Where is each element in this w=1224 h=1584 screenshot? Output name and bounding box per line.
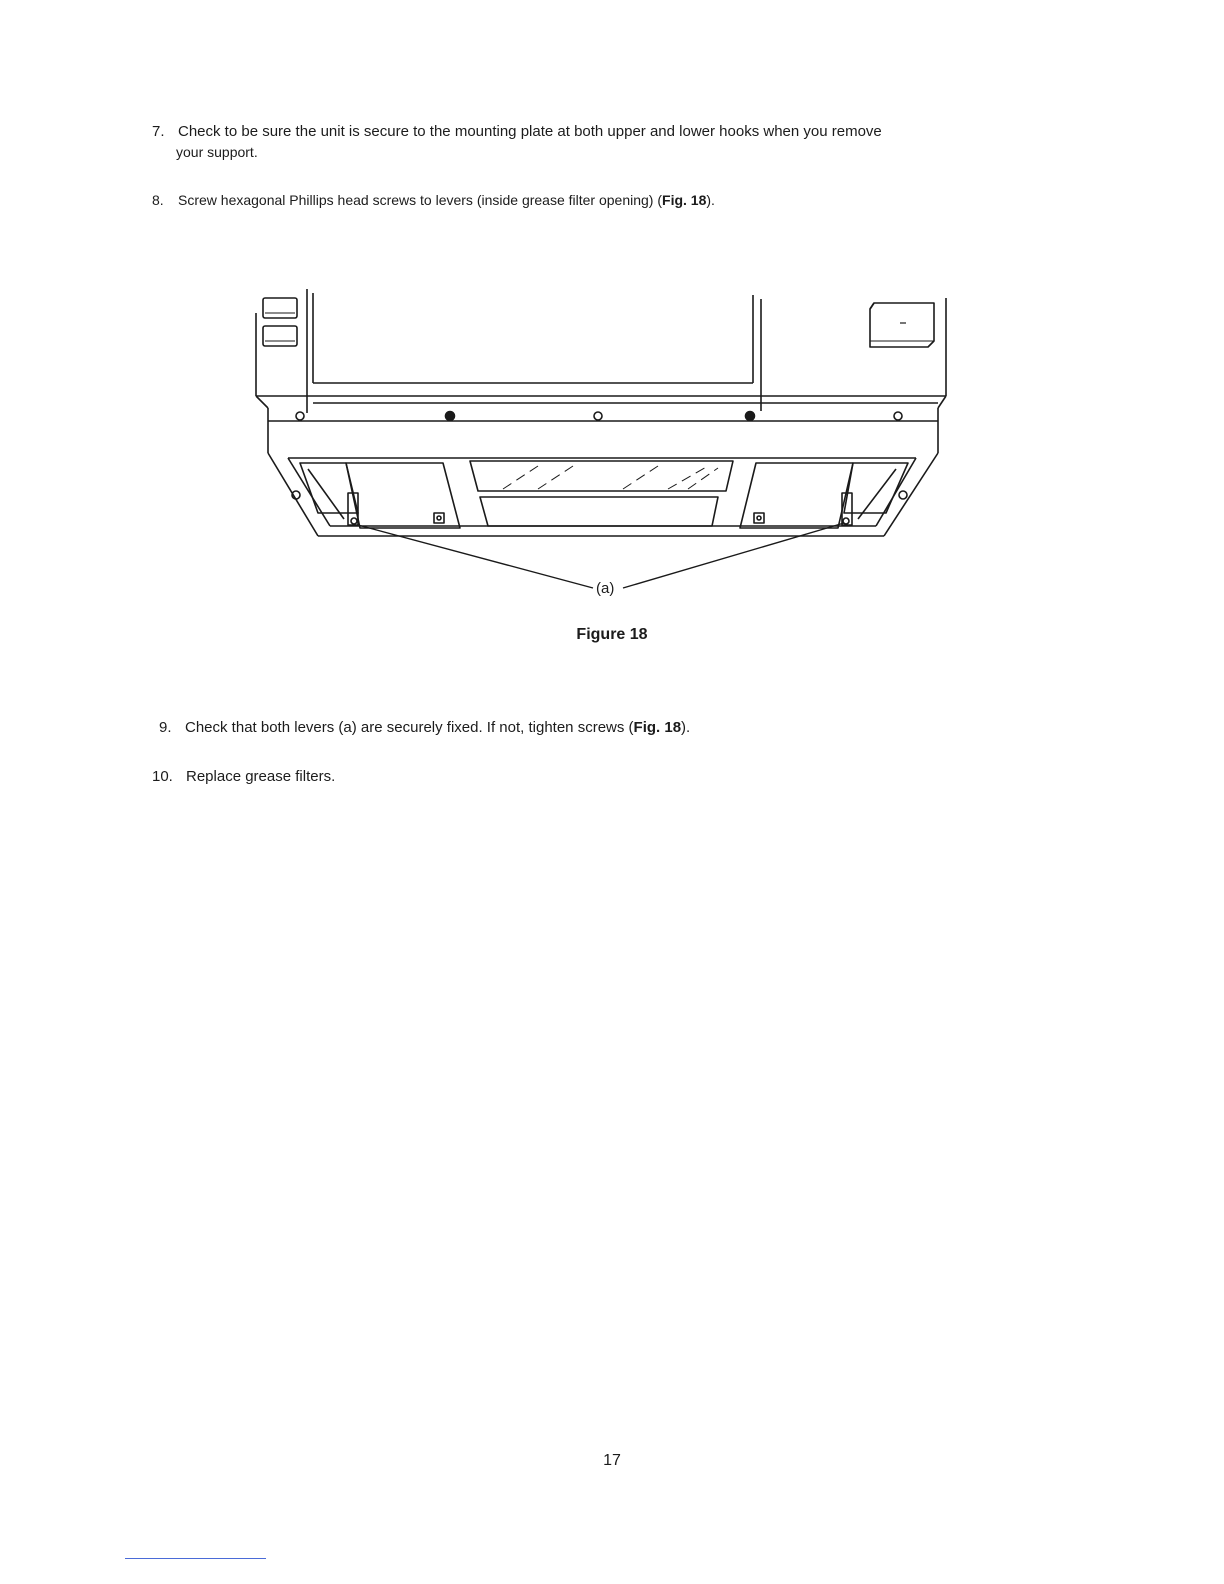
figure-18-illustration: [248, 283, 978, 603]
step-7-text: Check to be sure the unit is secure to the mounting plate at both upper and lower hooks when you remove: [178, 123, 882, 140]
step-7: [152, 121, 1052, 161]
control-button-lower: [263, 326, 297, 346]
page-number: 17: [603, 1452, 621, 1469]
screw-2: [446, 412, 455, 421]
figure-caption: Figure 18: [576, 626, 648, 643]
step-9-text-end: ).: [681, 719, 691, 736]
callout-leader-left: [358, 525, 593, 588]
step-10-number: 10.: [152, 768, 173, 785]
step-8-text-end: ).: [706, 192, 715, 208]
step-10: [152, 766, 1052, 788]
step-10-text: Replace grease filters.: [186, 768, 336, 785]
range-hood-underside-drawing: [248, 283, 978, 603]
screw-1: [296, 412, 304, 420]
step-9-figure-ref: Fig. 18: [633, 719, 682, 736]
screw-4: [746, 412, 755, 421]
footer-rule: [125, 1558, 266, 1559]
step-9: [159, 717, 1059, 739]
step-8-text: Screw hexagonal Phillips head screws to levers (inside grease filter opening) (: [178, 192, 663, 208]
control-button-upper: [263, 298, 297, 318]
screw-3: [594, 412, 602, 420]
step-7-number: 7.: [152, 123, 165, 140]
step-8: [152, 189, 1052, 211]
center-vent: [470, 461, 733, 491]
center-vent-lower: [480, 497, 718, 526]
callout-leader-right: [623, 523, 844, 588]
step-7-text-continued: your support.: [176, 144, 258, 160]
step-9-text: Check that both levers (a) are securely fixed. If not, tighten screws (: [185, 719, 634, 736]
step-9-number: 9.: [159, 719, 172, 736]
lever-callout-label: (a): [596, 580, 615, 597]
screw-5: [894, 412, 902, 420]
step-8-figure-ref: Fig. 18: [662, 192, 707, 208]
light-switch: [870, 303, 934, 347]
step-8-number: 8.: [152, 192, 164, 208]
